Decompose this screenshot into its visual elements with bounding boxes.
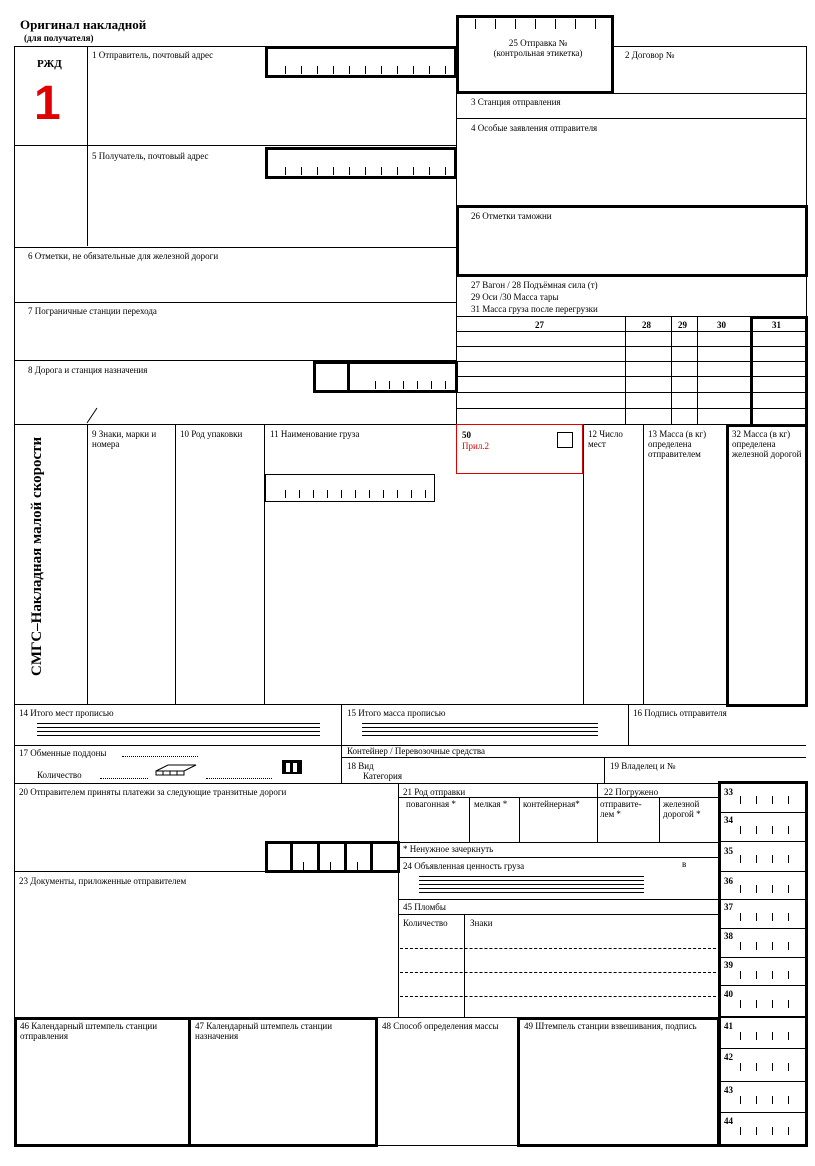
option-container[interactable]: контейнерная*	[523, 799, 580, 809]
digit-tick	[397, 66, 398, 74]
digit-tick	[740, 855, 741, 863]
field-7-border-stations: 7 Пограничные станции перехода	[28, 306, 157, 316]
digit-tick	[740, 1000, 741, 1008]
digit-tick	[772, 826, 773, 834]
digit-tick	[369, 490, 370, 498]
field-27-28: 27 Вагон / 28 Подъёмная сила (т)	[471, 280, 598, 290]
field-24-declared-value: 24 Объявленная ценность груза	[403, 861, 525, 871]
digit-tick	[740, 1063, 741, 1071]
digit-tick	[740, 1096, 741, 1104]
digit-tick	[772, 796, 773, 804]
digit-tick	[555, 19, 556, 29]
right-num-40: 40	[724, 989, 733, 999]
digit-tick	[381, 167, 382, 175]
field-47-stamp-destination: 47 Календарный штемпель станции назначения	[195, 1021, 333, 1041]
field-17-quantity: Количество	[37, 770, 82, 780]
digit-tick	[299, 490, 300, 498]
digit-tick	[740, 1127, 741, 1135]
digit-tick	[365, 66, 366, 74]
digit-tick	[756, 913, 757, 921]
right-num-34: 34	[724, 815, 733, 825]
field-29-30: 29 Оси /30 Масса тары	[471, 292, 559, 302]
digit-tick	[317, 167, 318, 175]
digit-tick	[756, 826, 757, 834]
digit-tick	[413, 167, 414, 175]
digit-tick	[756, 971, 757, 979]
digit-tick	[788, 971, 789, 979]
field-2-contract: 2 Договор №	[625, 50, 675, 60]
digit-tick	[341, 490, 342, 498]
right-num-38: 38	[724, 931, 733, 941]
digit-tick	[788, 1096, 789, 1104]
field-32-mass-railway: 32 Масса (в кг) определена железной дорогой	[732, 429, 802, 459]
field-20-transit-payments: 20 Отправителем приняты платежи за следующие транзитные дороги	[19, 787, 287, 797]
field-19-owner: 19 Владелец и №	[610, 761, 676, 771]
digit-tick	[788, 826, 789, 834]
digit-tick	[445, 167, 446, 175]
field-15-total-mass: 15 Итого масса прописью	[347, 708, 446, 718]
digit-tick	[756, 1000, 757, 1008]
digit-tick	[285, 490, 286, 498]
field-48-mass-method: 48 Способ определения массы	[382, 1021, 499, 1031]
transit-code-box[interactable]	[265, 841, 400, 873]
table-header-30: 30	[717, 320, 726, 330]
field-25-label: 25 Отправка № (контрольная этикетка)	[493, 38, 583, 58]
digit-tick	[788, 942, 789, 950]
form-subtitle: (для получателя)	[24, 33, 94, 43]
field-26-customs: 26 Отметки таможни	[471, 211, 552, 221]
digit-tick	[389, 381, 390, 389]
field-16-sender-signature: 16 Подпись отправителя	[633, 708, 727, 718]
slash-mark	[84, 405, 104, 425]
digit-tick	[772, 885, 773, 893]
digit-tick	[381, 66, 382, 74]
digit-tick	[397, 490, 398, 498]
digit-tick	[303, 862, 304, 870]
digit-tick	[475, 19, 476, 29]
digit-tick	[429, 66, 430, 74]
digit-tick	[535, 19, 536, 29]
right-num-37: 37	[724, 902, 733, 912]
digit-tick	[403, 381, 404, 389]
digit-tick	[740, 913, 741, 921]
pallet-icon	[154, 763, 198, 777]
field-12-places: 12 Число мест	[588, 429, 623, 449]
digit-tick	[756, 855, 757, 863]
digit-tick	[772, 1063, 773, 1071]
digit-tick	[772, 942, 773, 950]
digit-tick	[788, 1000, 789, 1008]
digit-tick	[788, 796, 789, 804]
right-num-44: 44	[724, 1116, 733, 1126]
digit-tick	[740, 796, 741, 804]
table-header-31: 31	[772, 320, 781, 330]
digit-tick	[365, 167, 366, 175]
digit-tick	[740, 971, 741, 979]
digit-tick	[788, 1127, 789, 1135]
field-8-destination: 8 Дорога и станция назначения	[28, 365, 148, 375]
right-num-41: 41	[724, 1021, 733, 1031]
pallet-logo-icon	[281, 758, 303, 776]
field-13-mass-sender: 13 Масса (в кг) определена отправителем	[648, 429, 707, 459]
right-num-42: 42	[724, 1052, 733, 1062]
digit-tick	[788, 1032, 789, 1040]
digit-tick	[301, 66, 302, 74]
field-31: 31 Масса груза после перегрузки	[471, 304, 598, 314]
field-17-pallets: 17 Обменные поддоны	[19, 748, 107, 758]
digit-tick	[445, 66, 446, 74]
digit-tick	[445, 381, 446, 389]
digit-tick	[740, 885, 741, 893]
digit-tick	[772, 1127, 773, 1135]
field-50-checkbox[interactable]	[557, 432, 573, 448]
digit-tick	[383, 490, 384, 498]
digit-tick	[515, 19, 516, 29]
option-by-railway[interactable]: железной дорогой *	[663, 799, 701, 819]
digit-tick	[349, 167, 350, 175]
copy-number: 1	[34, 77, 61, 130]
option-small[interactable]: мелкая *	[474, 799, 508, 809]
field-32-column	[726, 424, 808, 707]
digit-tick	[756, 1096, 757, 1104]
digit-tick	[772, 1032, 773, 1040]
field-49-weighing-stamp: 49 Штемпель станции взвешивания, подпись	[524, 1021, 697, 1031]
field-22-loaded: 22 Погружено	[604, 787, 659, 797]
digit-tick	[788, 855, 789, 863]
digit-tick	[788, 1063, 789, 1071]
digit-tick	[327, 490, 328, 498]
footnote-strike: * Ненужное зачеркнуть	[403, 844, 494, 854]
digit-tick	[333, 66, 334, 74]
field-21-shipment-type: 21 Род отправки	[403, 787, 466, 797]
right-num-33: 33	[724, 787, 733, 797]
right-num-35: 35	[724, 846, 733, 856]
digit-tick	[756, 1032, 757, 1040]
digit-tick	[772, 1000, 773, 1008]
right-num-39: 39	[724, 960, 733, 970]
digit-tick	[417, 381, 418, 389]
form-title: Оригинал накладной	[20, 17, 147, 32]
field-45-seals: 45 Пломбы	[403, 902, 446, 912]
digit-tick	[357, 862, 358, 870]
digit-tick	[756, 796, 757, 804]
digit-tick	[425, 490, 426, 498]
digit-tick	[756, 1127, 757, 1135]
option-by-sender[interactable]: отправите-лем *	[600, 799, 642, 819]
digit-tick	[317, 66, 318, 74]
right-num-43: 43	[724, 1085, 733, 1095]
table-header-27: 27	[535, 320, 544, 330]
digit-tick	[772, 1096, 773, 1104]
rzd-label: РЖД	[37, 58, 62, 70]
digit-tick	[495, 19, 496, 29]
digit-tick	[740, 826, 741, 834]
digit-tick	[375, 381, 376, 389]
digit-tick	[756, 885, 757, 893]
field-9-marks: 9 Знаки, марки и номера	[92, 429, 157, 449]
field-1-sender: 1 Отправитель, почтовый адрес	[92, 50, 214, 60]
destination-code-box[interactable]	[313, 361, 458, 393]
field-18-category: Категория	[363, 771, 402, 781]
vertical-title: СМГС–Накладная малой скорости	[29, 436, 45, 676]
container-label: Контейнер / Перевозочные средства	[347, 746, 486, 756]
digit-tick	[772, 913, 773, 921]
digit-tick	[413, 66, 414, 74]
digit-tick	[349, 66, 350, 74]
digit-tick	[285, 167, 286, 175]
digit-tick	[330, 862, 331, 870]
field-3-departure-station: 3 Станция отправления	[471, 97, 561, 107]
digit-tick	[429, 167, 430, 175]
digit-tick	[411, 490, 412, 498]
digit-tick	[575, 19, 576, 29]
field-49-box	[517, 1017, 720, 1147]
digit-tick	[333, 167, 334, 175]
field-45-quantity: Количество	[403, 918, 448, 928]
field-45-marks: Знаки	[470, 918, 493, 928]
field-14-total-places: 14 Итого мест прописью	[19, 708, 114, 718]
right-num-36: 36	[724, 876, 733, 886]
table-header-28: 28	[642, 320, 651, 330]
digit-tick	[285, 66, 286, 74]
digit-tick	[740, 1032, 741, 1040]
field-24-in: в	[682, 859, 687, 869]
digit-tick	[355, 490, 356, 498]
digit-tick	[313, 490, 314, 498]
field-23-documents: 23 Документы, приложенные отправителем	[19, 876, 187, 886]
field-6-notes: 6 Отметки, не обязательные для железной дороги	[28, 251, 219, 261]
table-header-29: 29	[678, 320, 687, 330]
digit-tick	[756, 1063, 757, 1071]
digit-tick	[301, 167, 302, 175]
digit-tick	[595, 19, 596, 29]
digit-tick	[788, 913, 789, 921]
field-18-kind: 18 Вид	[347, 761, 374, 771]
field-5-recipient: 5 Получатель, почтовый адрес	[92, 151, 209, 161]
digit-tick	[756, 942, 757, 950]
digit-tick	[788, 885, 789, 893]
field-46-stamp-departure: 46 Календарный штемпель станции отправления	[20, 1021, 158, 1041]
field-50-label: 50	[462, 430, 471, 440]
goods-code-box[interactable]	[265, 474, 435, 502]
option-wagon[interactable]: повагонная *	[406, 799, 456, 809]
digit-tick	[431, 381, 432, 389]
digit-tick	[772, 855, 773, 863]
digit-tick	[397, 167, 398, 175]
digit-tick	[740, 942, 741, 950]
digit-tick	[772, 971, 773, 979]
field-50-note: Прил.2	[462, 441, 490, 451]
field-11-goods-name: 11 Наименование груза	[270, 429, 360, 439]
field-10-packaging: 10 Род упаковки	[180, 429, 243, 439]
field-4-special-statements: 4 Особые заявления отправителя	[471, 123, 598, 133]
